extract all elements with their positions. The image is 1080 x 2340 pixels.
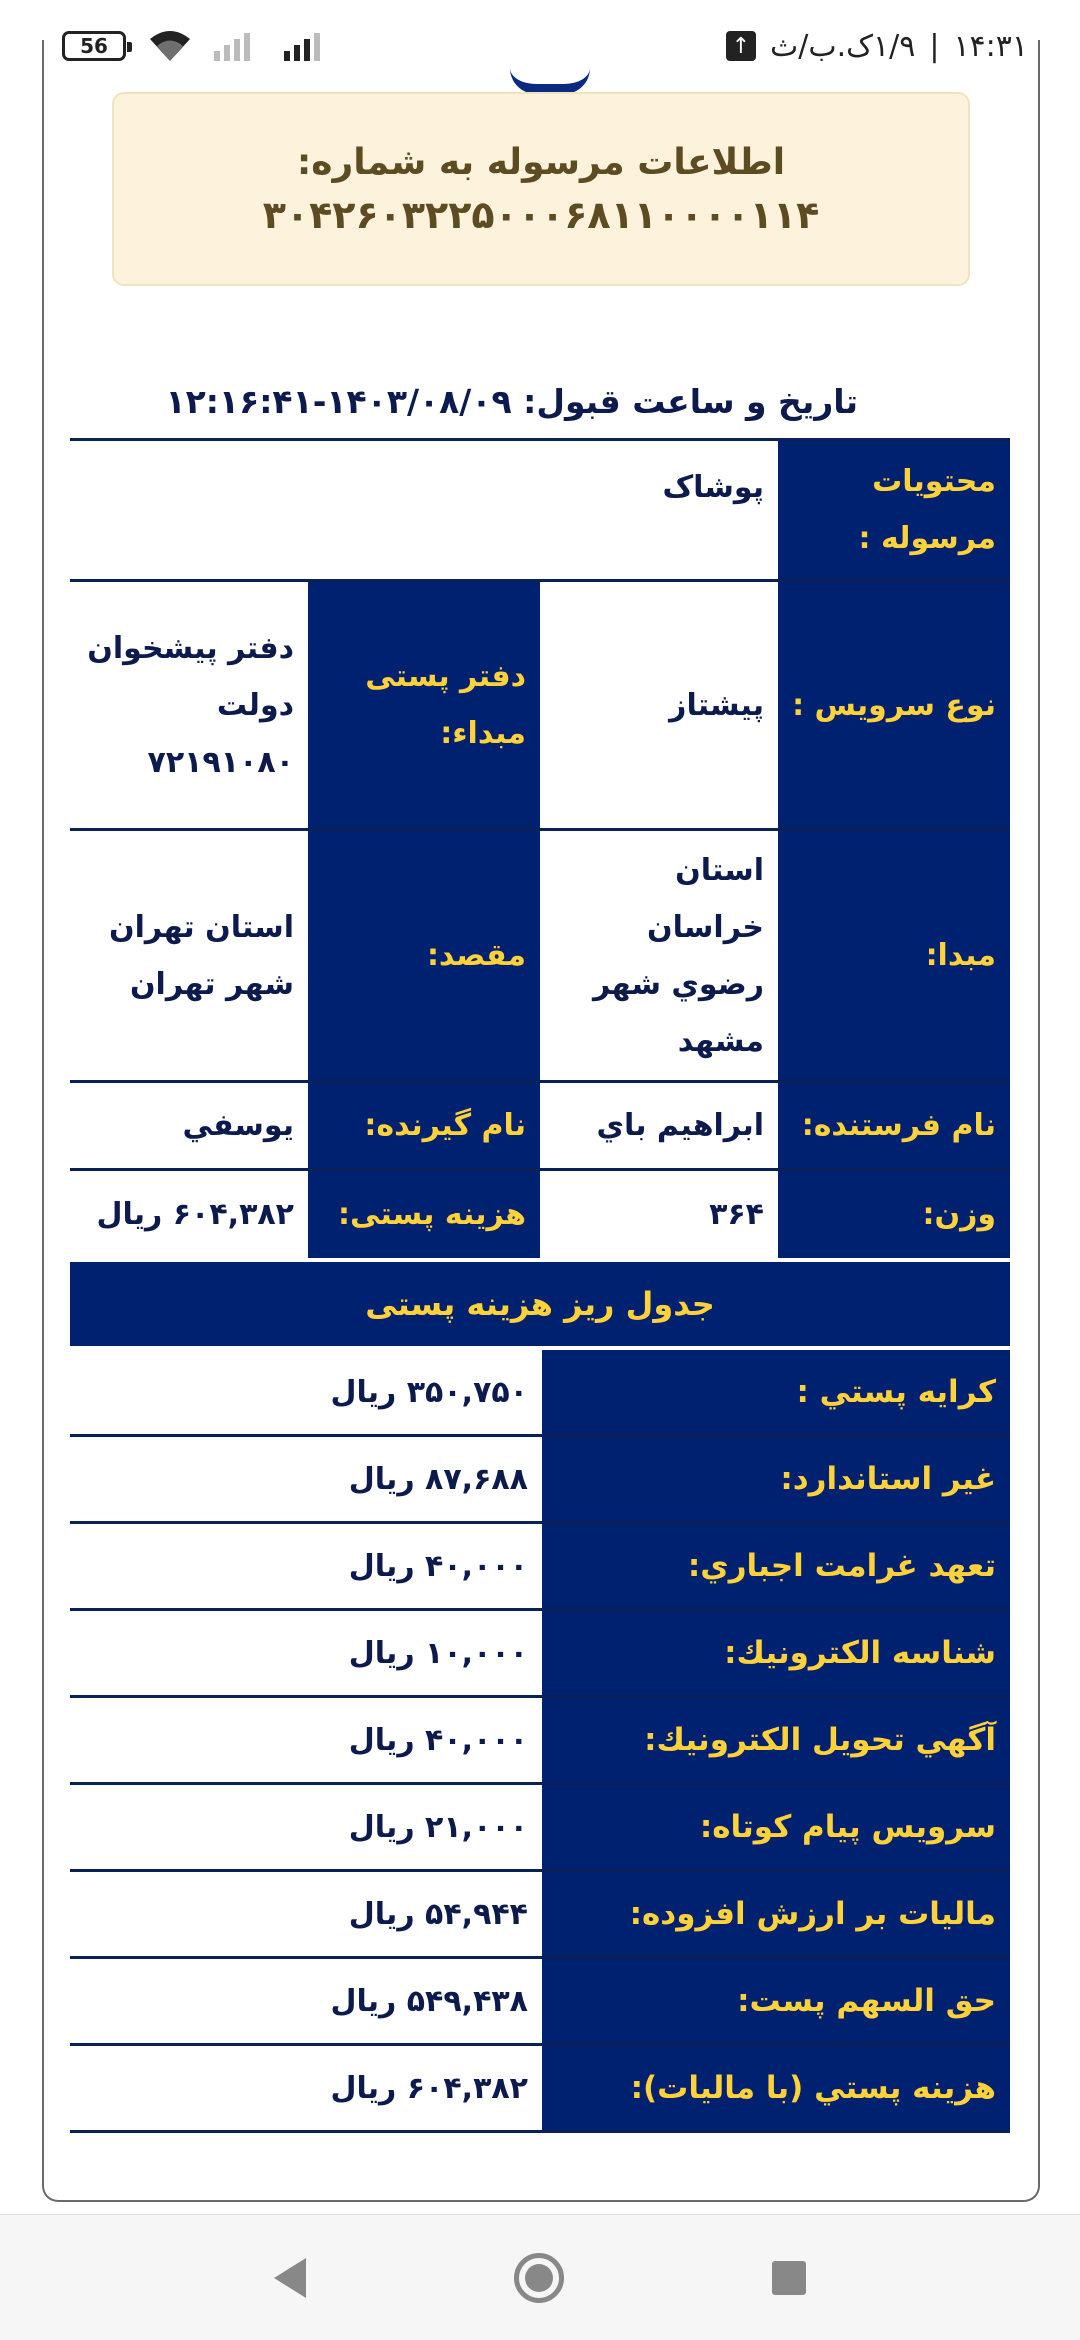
cost-row bbox=[70, 1959, 1010, 2046]
postal-cost-label: هزینه پستی: bbox=[308, 1171, 540, 1258]
cost-breakdown-table bbox=[70, 1350, 1010, 2133]
service-value: پیشتاز bbox=[540, 582, 778, 828]
origin-value: استان خراسان رضوي شهر مشهد bbox=[540, 831, 778, 1080]
cost-row-label: سرويس پيام كوتاه: bbox=[542, 1785, 1010, 1869]
sender-value: ابراهيم باي bbox=[540, 1083, 778, 1168]
cost-row-value: ۳۵۰,۷۵۰ ریال bbox=[70, 1350, 542, 1434]
cost-row-value: ۴۰,۰۰۰ ریال bbox=[70, 1698, 542, 1782]
cost-row bbox=[70, 1698, 1010, 1785]
cost-row-value: ۵۴۹,۴۳۸ ریال bbox=[70, 1959, 542, 2043]
shipment-info-box bbox=[112, 92, 970, 286]
weight-label: وزن: bbox=[778, 1171, 1010, 1258]
cost-row-value: ۴۰,۰۰۰ ریال bbox=[70, 1524, 542, 1608]
cost-row-label: كرايه پستي : bbox=[542, 1350, 1010, 1434]
cost-row-label: شناسه الكترونيك: bbox=[542, 1611, 1010, 1695]
cost-row-label: غير استاندارد: bbox=[542, 1437, 1010, 1521]
destination-value: استان تهران شهر تهران bbox=[70, 831, 308, 1080]
cost-row-label: آگهي تحويل الكترونيك: bbox=[542, 1698, 1010, 1782]
row-service bbox=[70, 582, 1010, 831]
cost-row-value: ۵۴,۹۴۴ ریال bbox=[70, 1872, 542, 1956]
battery-level: 56 bbox=[80, 34, 108, 58]
system-nav-bar bbox=[0, 2214, 1080, 2340]
contents-label: محتویات مرسوله : bbox=[778, 441, 1010, 579]
cost-row bbox=[70, 1350, 1010, 1437]
cost-row-value: ۲۱,۰۰۰ ریال bbox=[70, 1785, 542, 1869]
status-date: ۱/۹ک.ب/ث bbox=[770, 28, 916, 64]
cost-row-label: هزينه پستي (با ماليات): bbox=[542, 2046, 1010, 2130]
row-contents bbox=[70, 441, 1010, 582]
cost-row bbox=[70, 1872, 1010, 1959]
origin-office-value: دفتر پیشخوان دولت ۷۲۱۹۱۰۸۰ bbox=[70, 582, 308, 828]
recent-apps-icon[interactable] bbox=[772, 2261, 806, 2295]
sender-label: نام فرستنده: bbox=[778, 1083, 1010, 1168]
cost-row bbox=[70, 1524, 1010, 1611]
back-icon[interactable] bbox=[274, 2258, 306, 2298]
service-label: نوع سرویس : bbox=[778, 582, 1010, 828]
home-icon[interactable] bbox=[514, 2253, 564, 2303]
cost-row-value: ۱۰,۰۰۰ ریال bbox=[70, 1611, 542, 1695]
cost-row-value: ۶۰۴,۳۸۲ ریال bbox=[70, 2046, 542, 2130]
receiver-value: يوسفي bbox=[70, 1083, 308, 1168]
cost-row-label: ماليات بر ارزش افزوده: bbox=[542, 1872, 1010, 1956]
row-origin-dest bbox=[70, 831, 1010, 1083]
destination-label: مقصد: bbox=[308, 831, 540, 1080]
row-names bbox=[70, 1083, 1010, 1171]
cost-row bbox=[70, 1437, 1010, 1524]
postal-cost-value: ۶۰۴,۳۸۲ ریال bbox=[70, 1171, 308, 1258]
cost-row bbox=[70, 1785, 1010, 1872]
cost-row-label: تعهد غرامت اجباري: bbox=[542, 1524, 1010, 1608]
row-weight-cost bbox=[70, 1171, 1010, 1258]
receiver-label: نام گیرنده: bbox=[308, 1083, 540, 1168]
cost-row-label: حق السهم پست: bbox=[542, 1959, 1010, 2043]
shipment-info-title: اطلاعات مرسوله به شماره: bbox=[296, 141, 786, 183]
origin-office-label: دفتر پستی مبداء: bbox=[308, 582, 540, 828]
contents-value: پوشاک bbox=[70, 441, 778, 579]
weight-value: ۳۶۴ bbox=[540, 1171, 778, 1258]
cost-row bbox=[70, 2046, 1010, 2133]
status-time: ۱۴:۳۱ bbox=[953, 28, 1028, 64]
cost-row bbox=[70, 1611, 1010, 1698]
upload-icon: ↑ bbox=[726, 31, 756, 61]
details-table bbox=[70, 441, 1010, 1258]
status-divider: | bbox=[929, 28, 940, 64]
origin-label: مبدا: bbox=[778, 831, 1010, 1080]
tracking-number: ۳۰۴۲۶۰۳۲۲۵۰۰۰۶۸۱۱۰۰۰۰۱۱۴ bbox=[262, 192, 820, 237]
cost-row-value: ۸۷,۶۸۸ ریال bbox=[70, 1437, 542, 1521]
cost-breakdown-title: جدول ریز هزینه پستی bbox=[70, 1262, 1010, 1346]
acceptance-datetime: تاریخ و ساعت قبول: ۱۴۰۳/۰۸/۰۹-۱۲:۱۶:۴۱ bbox=[165, 382, 858, 421]
